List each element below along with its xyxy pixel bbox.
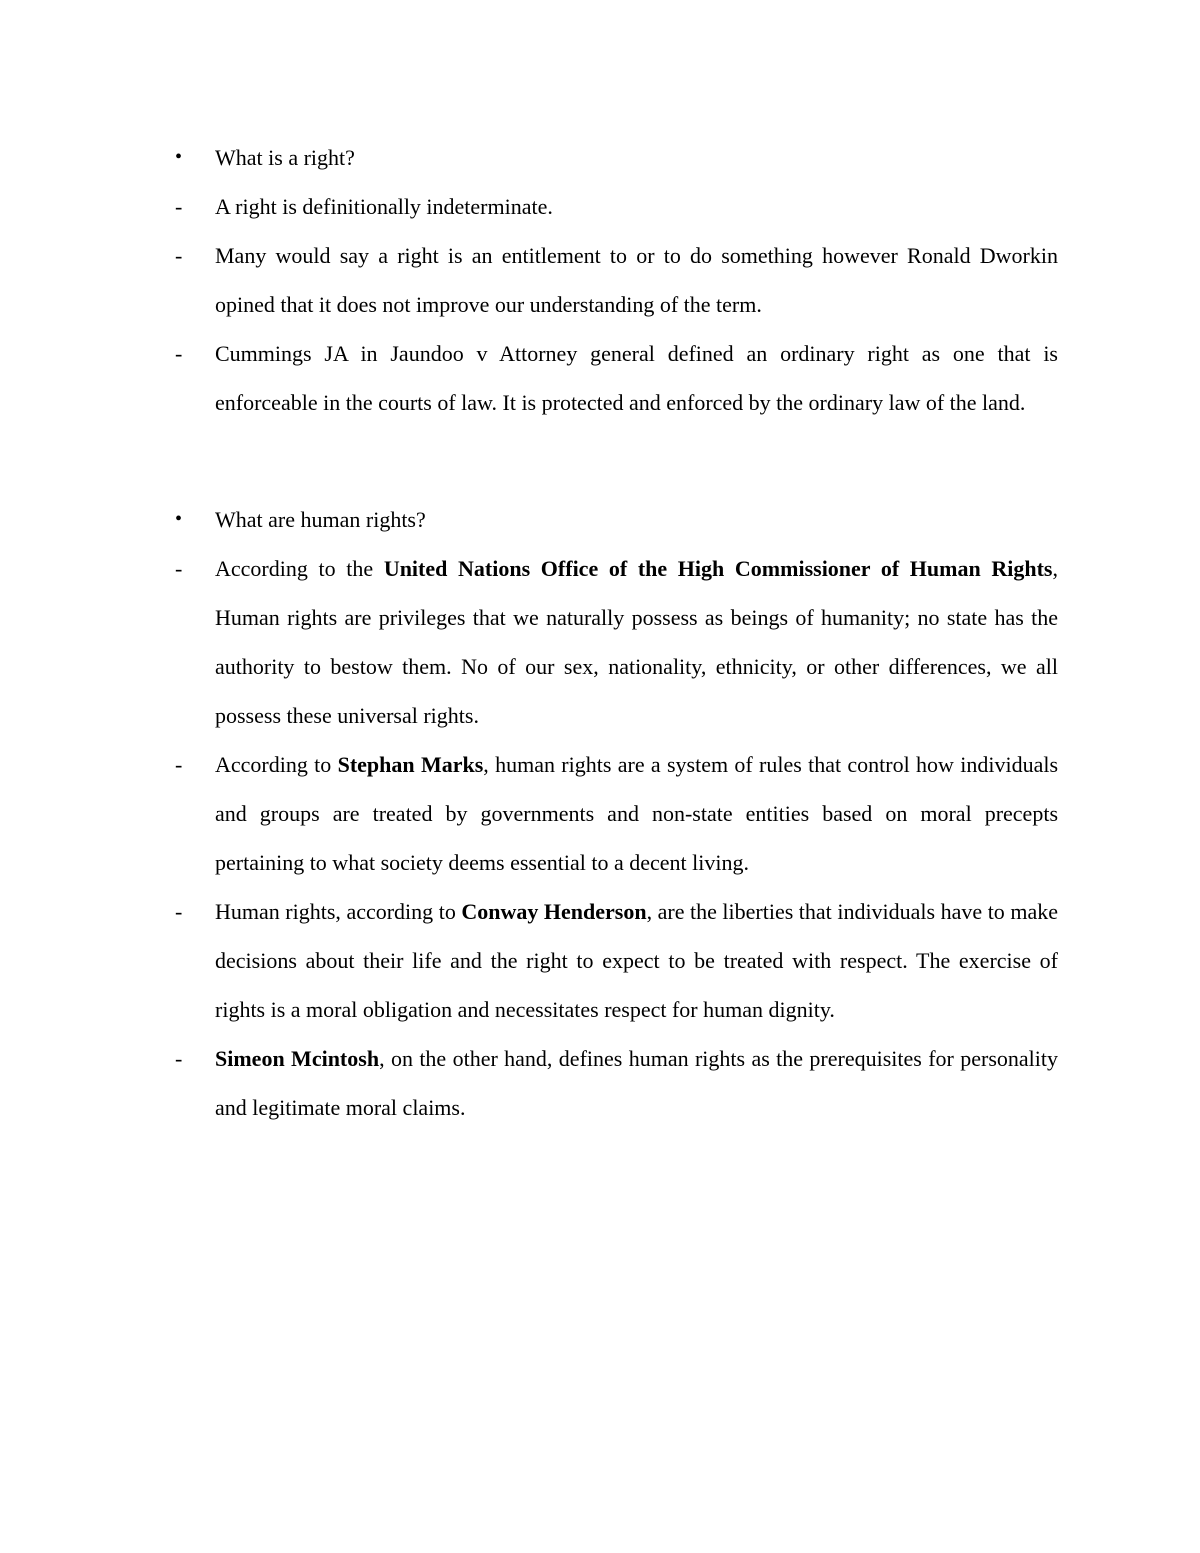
text-run: Conway Henderson [461,899,647,924]
section-heading [175,495,1058,544]
text-run: According to the [215,556,384,581]
text-run: Many would say a right is an entitlement to or to do something however Ronald Dworkin opined that it does not improve our understanding of the term. [215,243,1058,317]
text-run: Cummings JA in Jaundoo v Attorney general defined an ordinary right as one that is enforceable in the courts of law. It is protected and enforced by the ordinary law of the land. [215,341,1058,415]
text-run: Stephan Marks [337,752,484,777]
list-item [175,887,1058,1034]
bullet-icon: • [175,146,183,168]
list-item-text [215,341,1058,415]
list-item [175,329,1058,427]
section-heading-text: What is a right? [215,145,355,170]
list-item [175,1034,1058,1132]
text-run: , Human rights are privileges that we naturally possess as beings of humanity; no state has the authority to bestow them. No of our sex, nationality, ethnicity, or other differences, we all possess these universal rights. [215,556,1058,728]
text-run: Simeon Mcintosh [215,1046,380,1071]
list-item [175,182,1058,231]
list-item-text [215,556,1058,728]
text-run: A right is definitionally indeterminate. [215,194,553,219]
list-item-text [215,752,1058,875]
dash-marker: - [175,899,183,924]
dash-marker: - [175,341,183,366]
section-what-are-human-rights [175,495,1059,1132]
section-heading-text: What are human rights? [215,507,426,532]
list-item [175,231,1058,329]
text-run: According to [215,752,338,777]
list-item-text [215,243,1058,317]
bullet-icon: • [175,508,183,530]
list-item-text [215,194,553,219]
dash-marker: - [175,243,183,268]
text-run: United Nations Office of the High Commissioner of Human Rights [383,556,1053,581]
section-heading [175,133,1058,182]
dash-marker: - [175,752,183,777]
list-item-text [215,1046,1058,1120]
text-run: , human rights are a system of rules that control how individuals and groups are treated by governments and non-state entities based on moral precepts pertaining to what society deems essential to a decent living. [215,752,1059,875]
dash-marker: - [175,556,183,581]
text-run: Human rights, according to [215,899,462,924]
dash-marker: - [175,194,183,219]
document-content [175,133,1059,1132]
text-run: , on the other hand, defines human rights as the prerequisites for personality and legitimate moral claims. [215,1046,1058,1120]
list-item-text [215,899,1058,1022]
list-item [175,740,1059,887]
dash-marker: - [175,1046,183,1071]
text-run: , are the liberties that individuals have to make decisions about their life and the right to expect to be treated with respect. The exercise of rights is a moral obligation and necessitates respect for human dignity. [215,899,1058,1022]
section-what-is-a-right [175,133,1058,427]
list-item [175,544,1058,740]
